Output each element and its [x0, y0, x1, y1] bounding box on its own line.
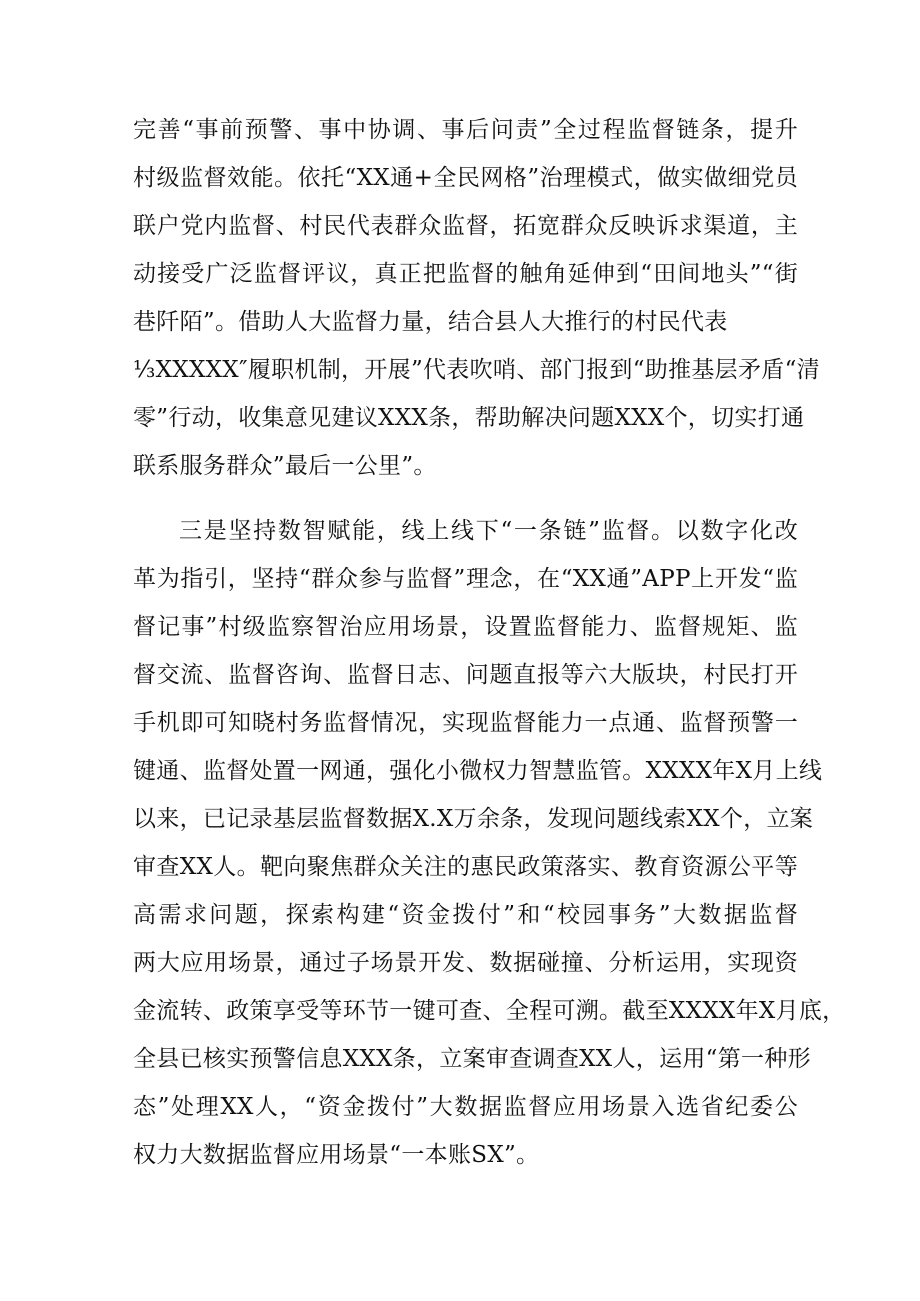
text-line: ⅓XXXXX″履职机制，开展”代表吹哨、部门报到“助推基层矛盾“清: [133, 357, 820, 383]
text-line: 完善“事前预警、事中协调、事后问责”全过程监督链条，提升: [133, 117, 798, 143]
text-line: 审查XX人。靶向聚焦群众关注的惠民政策落实、教育资源公平等: [133, 854, 798, 880]
text-line: 权力大数据监督应用场景“一本账SX”。: [133, 1142, 540, 1168]
paragraph-gap: [133, 490, 798, 507]
text-line: 村级监督效能。依托“XX通+全民网格”治理模式，做实做细党员: [133, 165, 798, 191]
paragraph-1: [133, 106, 820, 490]
paragraph-2: [133, 507, 846, 1179]
text-line: 巷阡陌”。借助人大监督力量，结合县人大推行的村民代表: [133, 309, 728, 335]
text-line: 两大应用场景，通过子场景开发、数据碰撞、分析运用，实现资: [133, 950, 798, 976]
text-line: 键通、监督处置一网通，强化小微权力智慧监管。XXXX年X月上线: [133, 758, 823, 784]
text-line: 三是坚持数智赋能，线上线下“一条链”监督。以数字化改: [179, 518, 798, 544]
text-line: 态”处理XX人，“资金拨付”大数据监督应用场景入选省纪委公: [133, 1094, 798, 1120]
text-line: 金流转、政策享受等环节一键可查、全程可溯。截至XXXX年X月底，: [133, 998, 846, 1024]
text-line: 动接受广泛监督评议，真正把监督的触角延伸到“田间地头”“街: [133, 261, 798, 287]
document-body: [133, 106, 846, 1179]
text-line: 手机即可知晓村务监督情况，实现监督能力一点通、监督预警一: [133, 710, 798, 736]
text-line: 联户党内监督、村民代表群众监督，拓宽群众反映诉求渠道，主: [133, 213, 798, 239]
text-line: 零”行动，收集意见建议XXX条，帮助解决问题XXX个，切实打通: [133, 405, 805, 431]
text-line: 联系服务群众”最后一公里”。: [133, 453, 437, 479]
text-line: 以来，已记录基层监督数据X.X万余条，发现问题线索XX个，立案: [133, 806, 814, 832]
text-line: 高需求问题，探索构建“资金拨付”和“校园事务”大数据监督: [133, 902, 798, 928]
text-line: 督记事”村级监察智治应用场景，设置监督能力、监督规矩、监: [133, 614, 798, 640]
text-line: 革为指引，坚持“群众参与监督”理念，在“XX通”APP上开发“监: [133, 566, 798, 592]
text-line: 全县已核实预警信息XXX条，立案审查调查XX人，运用“第一种形: [133, 1046, 811, 1072]
text-line: 督交流、监督咨询、监督日志、问题直报等六大版块，村民打开: [133, 662, 798, 688]
